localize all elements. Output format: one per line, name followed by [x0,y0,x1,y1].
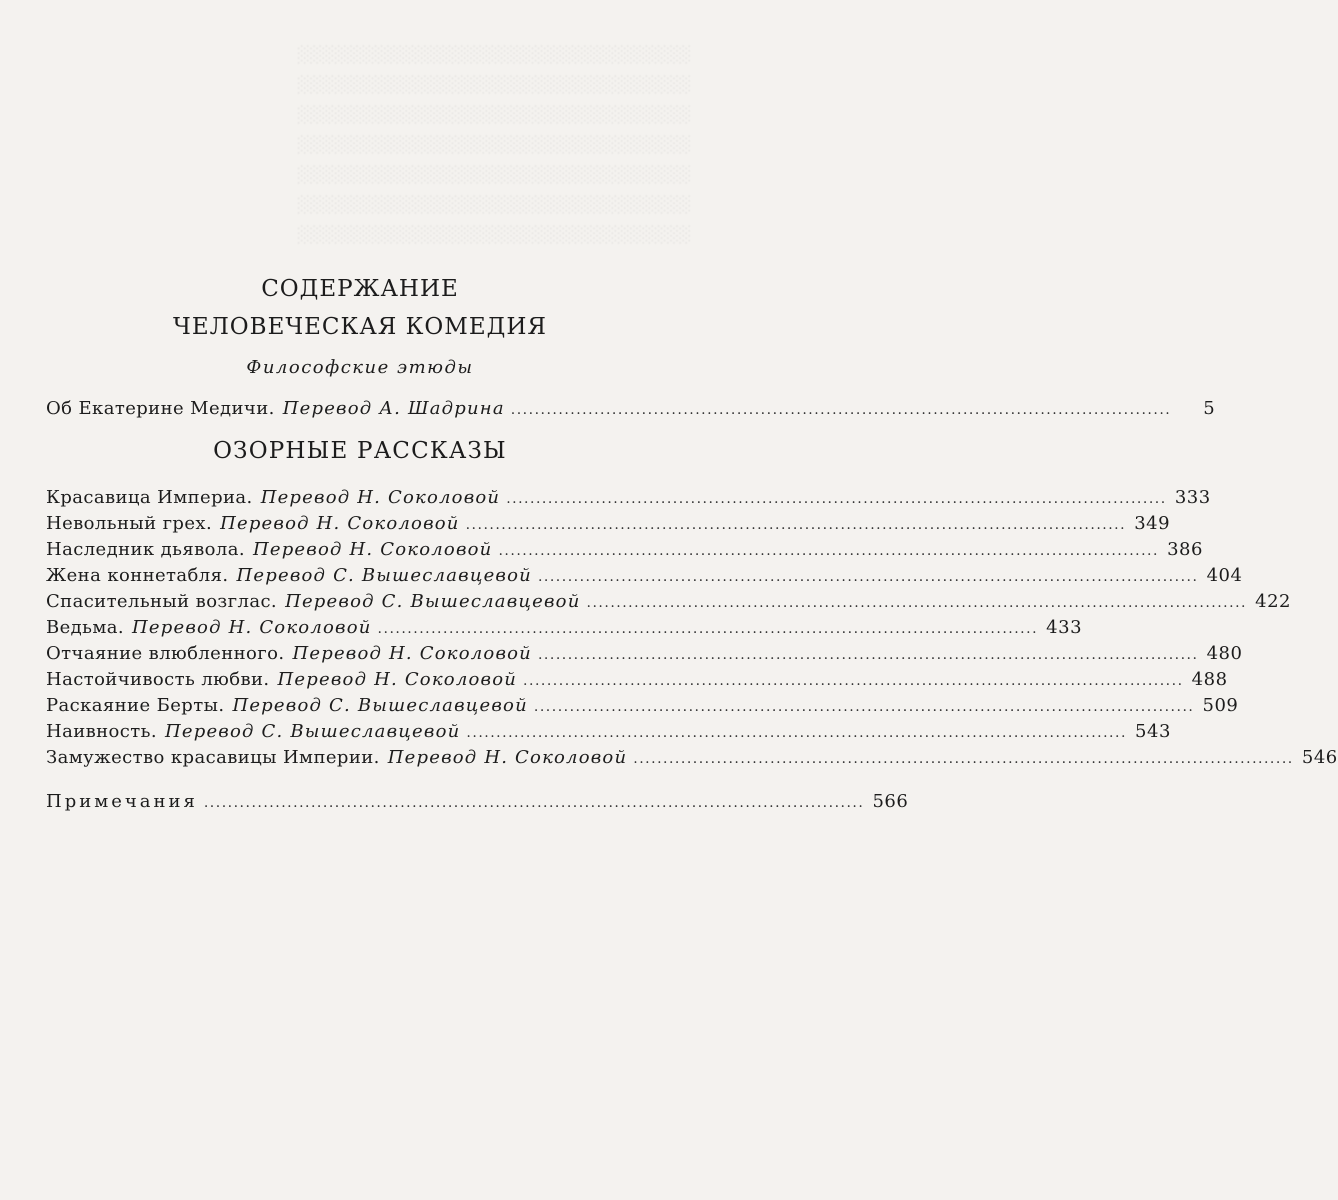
entry-title: Примечания [46,791,198,812]
toc-entry [46,565,1243,593]
entry-title: Ведьма. [46,617,125,638]
toc-entry [46,747,1338,775]
dot-leader: ............................................................................................................... [498,543,1159,559]
entry-translator: Перевод Н. Соколовой [132,617,372,638]
toc-entry [46,643,1243,671]
entry-page-number: 404 [1206,565,1243,586]
entry-title: Жена коннетабля. [46,565,229,586]
entry-page-number: 349 [1134,513,1171,534]
toc-entry [46,617,1083,645]
dot-leader: ............................................................................................................... [510,402,1172,418]
entry-page-number: 543 [1135,721,1171,742]
entry-title: Отчаяние влюбленного. [46,643,285,664]
entry-page-number: 509 [1202,695,1239,716]
entry-translator: Перевод Н. Соколовой [220,513,460,534]
toc-entry [46,487,1211,515]
entry-page-number: 566 [872,791,909,812]
dot-leader: ............................................................................................................... [537,647,1199,663]
toc-entry [46,513,1171,541]
entry-page-number: 333 [1174,487,1211,508]
dot-leader: ............................................................................................................... [533,699,1195,715]
entry-page-number: 488 [1191,669,1228,690]
entry-title: Настойчивость любви. [46,669,270,690]
dot-leader: ............................................................................................................... [466,725,1127,741]
entry-title: Красавица Империа. [46,487,253,508]
toc-entry [46,721,1171,749]
dot-leader: ............................................................................................................... [506,491,1167,507]
entry-translator: Перевод Н. Соколовой [292,643,532,664]
entry-title: Об Екатерине Медичи. [46,398,275,419]
toc-entry [46,695,1239,723]
entry-page-number: 422 [1255,591,1291,612]
entry-page-number: 5 [1203,398,1216,419]
section-title-human-comedy: ЧЕЛОВЕЧЕСКАЯ КОМЕДИЯ [173,314,547,340]
toc-entry [46,398,1216,426]
entry-page-number: 546 [1301,747,1338,768]
entry-translator: Перевод Н. Соколовой [387,747,628,768]
dot-leader: ............................................................................................................... [523,673,1184,689]
entry-page-number: 433 [1046,617,1083,638]
entry-title: Невольный грех. [46,513,213,534]
entry-translator: Перевод А. Шадрина [282,398,505,419]
entry-translator: Перевод Н. Соколовой [252,539,493,560]
entry-translator: Перевод Н. Соколовой [277,669,518,690]
entry-translator: Перевод С. Вышеславцевой [236,565,532,586]
entry-title: Замужество красавицы Империи. [46,747,380,768]
toc-entry [46,591,1291,619]
entry-page-number: 480 [1206,643,1243,664]
entry-title: Спасительный возглас. [46,591,278,612]
toc-entry [46,539,1203,567]
toc-entry-notes [46,791,909,819]
dot-leader: ............................................................................................................... [537,569,1199,585]
toc-entry [46,669,1228,697]
dot-leader: ............................................................................................................... [377,621,1039,637]
dot-leader: ............................................................................................................... [633,751,1294,767]
toc-title: СОДЕРЖАНИЕ [261,276,459,302]
entry-translator: Перевод С. Вышеславцевой [285,591,581,612]
entry-page-number: 386 [1167,539,1203,560]
subsection-title-philosophical-studies: Философские этюды [246,357,474,378]
entry-title: Наследник дьявола. [46,539,245,560]
entry-title: Раскаяние Берты. [46,695,225,716]
entry-translator: Перевод С. Вышеславцевой [232,695,528,716]
section-title-droll-stories: ОЗОРНЫЕ РАССКАЗЫ [213,438,507,464]
dot-leader: ............................................................................................................... [586,595,1247,611]
entry-title: Наивность. [46,721,157,742]
entry-translator: Перевод Н. Соколовой [260,487,501,508]
show-through-background: ░░░░░░░░░░░░░░░░░░░░░░░░░░░░░░░░ ░░░░░░░░░░░░░░░░░░░░░░░░░░░░░░░░ ░░░░░░░░░░░░░░░░░░░░░░░░░░░░░░░░ ░░░░░░░░░░░░░░░░░░░░░░░░░░░░░░░░ ░░░░░░░░░░░░░░░░░░░░░░░░░░░░░░░░ ░░░░░░░░░░░░░░░░░░░░░░░░░░░░░░░░ ░░░░░░░░░░░░░░░░░░░░░░░░░░░░░░░░ [296,45,690,244]
dot-leader: ............................................................................................................... [465,517,1127,533]
entry-translator: Перевод С. Вышеславцевой [164,721,461,742]
dot-leader: ............................................................................................................... [203,795,865,811]
